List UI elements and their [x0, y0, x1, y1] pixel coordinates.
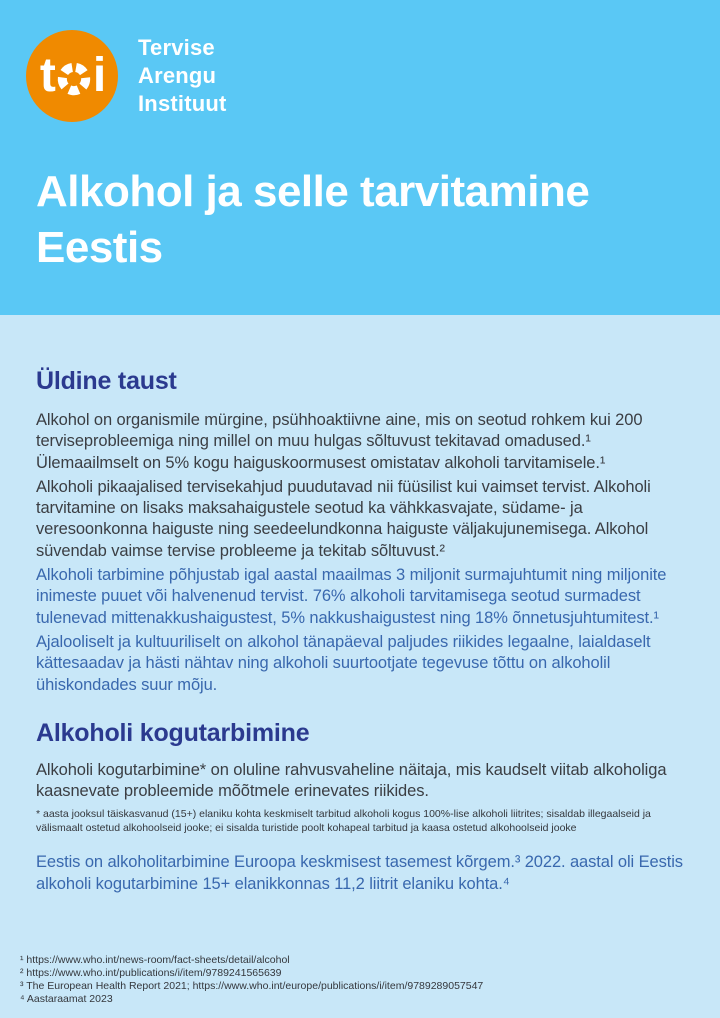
- footnote-3: ³ The European Health Report 2021; https://www.who.int/europe/publications/i/item/9789289057547: [20, 980, 484, 992]
- page-title: Alkohol ja selle tarvitamine Eestis: [36, 167, 590, 272]
- footnote-2: ² https://www.who.int/publications/i/item/9789241565639: [20, 967, 282, 979]
- footnote-1: ¹ https://www.who.int/news-room/fact-sheets/detail/alcohol: [20, 954, 290, 966]
- org-name: [138, 34, 227, 118]
- section-heading-general-background: Üldine taust: [36, 367, 177, 395]
- tai-monogram: [40, 50, 104, 102]
- header-banner: [0, 0, 720, 315]
- org-name-line: Arengu: [138, 63, 217, 88]
- paragraph-consumption-2: Eestis on alkoholitarbimine Euroopa keskmisest tasemest kõrgem.³ 2022. aastal oli Eestis alkoholi kogutarbimine 15+ elanikkonnas 11,2 liitrit elaniku kohta.⁴: [36, 853, 683, 893]
- org-name-line: Instituut: [138, 91, 227, 116]
- tai-logo: [26, 30, 227, 122]
- definition-note: * aasta jooksul täiskasvanud (15+) elaniku kohta keskmiselt tarbitud alkoholi kogus 100%-lise alkoholi liitrites; sisaldab illegaalseid ja välismaalt ostetud alkohoolseid jooke; ei sisalda turistide poolt kohapeal tarbitud ja kaasa ostetud alkohoolseid jooke: [36, 808, 651, 834]
- paragraph-general-4: Ajalooliselt ja kultuuriliselt on alkohol tänapäeval paljudes riikides legaalne, laialdaselt kättesaadav ja hästi nähtav ning alkoholi suurtootjate tegevuse tõttu on alkoholil ühiskondades suur mõju.: [36, 632, 651, 694]
- paragraph-consumption-1: Alkoholi kogutarbimine* on oluline rahvusvaheline näitaja, mis kaudselt viitab alkoholiga kaasnevate probleemide mõõtmele erinevates riikides.: [36, 760, 667, 801]
- section-heading-total-consumption: Alkoholi kogutarbimine: [36, 718, 310, 747]
- monogram-letter-t: t: [39, 49, 54, 102]
- content-area: [0, 315, 720, 1018]
- paragraph-general-1: Alkohol on organismile mürgine, psühhoaktiivne aine, mis on seotud rohkem kui 200 terviseprobleemiga ning millel on muu hulgas sõltuvust tekitavad omadused.¹ Ülemaailmselt on 5% kogu haiguskoormusest omistatav alkoholi tarvitamisele.¹: [36, 411, 643, 472]
- tai-logo-circle: [26, 30, 118, 122]
- paragraph-general-2: Alkoholi pikaajalised tervisekahjud puudutavad nii füüsilist kui vaimset tervist. Alkoholi tarvitamine on lisaks maksahaigustele seotud ka vähkkasvajate, südame- ja veresoonkonna haiguste ning seedeelundkonna haiguste väljakujunemisega. Alkohol süvendab vaimse tervise probleeme ja tekitab sõltuvust.²: [36, 477, 651, 560]
- paragraph-general-3: Alkoholi tarbimine põhjustab igal aastal maailmas 3 miljonit surmajuhtumit ning miljonite inimeste puuet või halvenenud tervist. 76% alkoholi tarvitamisega seotud surmadest tulenevad mittenakkushaigustest, 5% nakkushaigustest ning 18% õnnetusjuhtumitest.¹: [36, 566, 667, 627]
- footnote-4: ⁴ Aastaraamat 2023: [20, 993, 113, 1005]
- aperture-a-icon: [55, 60, 93, 102]
- monogram-letter-i: i: [92, 49, 105, 102]
- footnotes: [20, 954, 483, 1006]
- org-name-line: Tervise: [138, 35, 215, 60]
